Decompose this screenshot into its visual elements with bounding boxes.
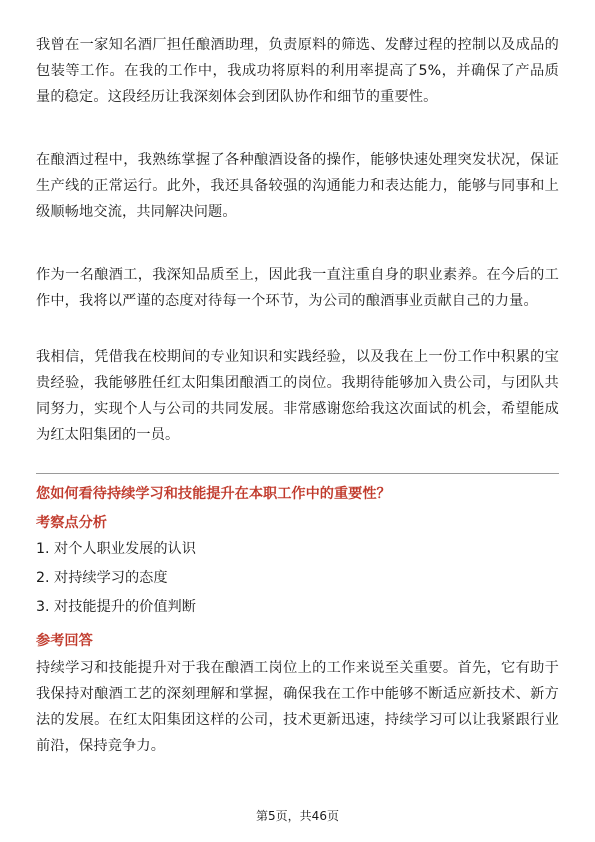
answer-text: 持续学习和技能提升对于我在酿酒工岗位上的工作来说至关重要。首先，它有助于我保持对酿酒工艺的深刻理解和掌握，确保我在工作中能够不断适应新技术、新方法的发展。在红太阳集团这样的公司，技术更新迅速，持续学习可以让我紧跟行业前沿，保持竞争力。 xyxy=(36,660,559,754)
analysis-point: 1. 对个人职业发展的认识 xyxy=(36,541,196,557)
paragraph-experience: 我曾在一家知名酒厂担任酿酒助理，负责原料的筛选、发酵过程的控制以及成品的包装等工作。在我的工作中，我成功将原料的利用率提高了5%，并确保了产品质量的稳定。这段经历让我深刻体会到团队协作和细节的重要性。 xyxy=(36,37,559,105)
answer-heading: 参考回答 xyxy=(36,633,93,649)
page-number: 第5页，共46页 xyxy=(256,809,339,823)
paragraph-quality: 作为一名酿酒工，我深知品质至上，因此我一直注重自身的职业素养。在今后的工作中，我将以严谨的态度对待每一个环节，为公司的酿酒事业贡献自己的力量。 xyxy=(36,267,559,309)
analysis-point: 3. 对技能提升的价值判断 xyxy=(36,599,196,615)
paragraph-closing: 我相信，凭借我在校期间的专业知识和实践经验，以及我在上一份工作中积累的宝贵经验，我能够胜任红太阳集团酿酒工的岗位。我期待能够加入贵公司，与团队共同努力，实现个人与公司的共同发展。非常感谢您给我这次面试的机会，希望能成为红太阳集团的一员。 xyxy=(36,349,559,443)
interview-question: 您如何看待持续学习和技能提升在本职工作中的重要性？ xyxy=(36,486,391,502)
analysis-heading: 考察点分析 xyxy=(36,515,107,531)
paragraph-skills: 在酿酒过程中，我熟练掌握了各种酿酒设备的操作，能够快速处理突发状况，保证生产线的正常运行。此外，我还具备较强的沟通能力和表达能力，能够与同事和上级顺畅地交流，共同解决问题。 xyxy=(36,152,559,220)
section-divider xyxy=(36,473,559,474)
analysis-point: 2. 对持续学习的态度 xyxy=(36,570,168,586)
